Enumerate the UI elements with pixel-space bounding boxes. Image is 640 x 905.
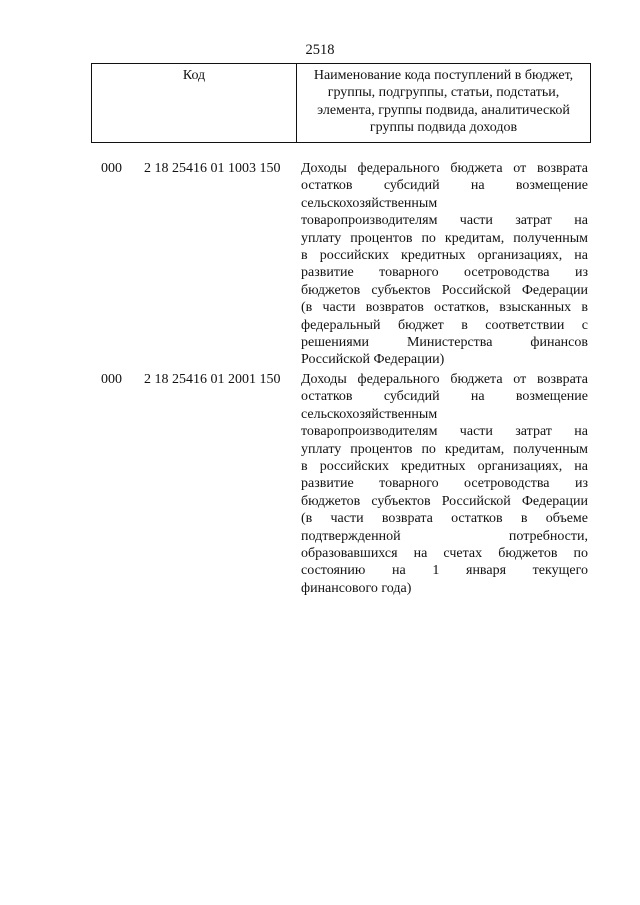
revenue-description bbox=[301, 160, 588, 369]
description-line: в российских кредитных организациях, на bbox=[301, 458, 588, 474]
description-line: остатков субсидий на возмещение bbox=[301, 178, 588, 194]
description-line: товаропроизводителям части затрат на bbox=[301, 213, 588, 229]
description-line: Доходы федерального бюджета от возврата bbox=[301, 371, 588, 387]
page-number: 2518 bbox=[305, 42, 335, 58]
description-line: уплату процентов по кредитам, полученным bbox=[301, 230, 588, 246]
description-line: сельскохозяйственным bbox=[301, 195, 438, 211]
description-line: (в части возвратов остатков, взысканных в bbox=[301, 300, 588, 316]
description-line: Российской Федерации) bbox=[301, 352, 445, 368]
description-line: состоянию на 1 января текущего bbox=[301, 563, 588, 579]
revenue-description bbox=[301, 371, 588, 597]
table-body bbox=[0, 160, 640, 599]
description-line: федеральный бюджет в соответствии с bbox=[301, 317, 588, 333]
description-line: образовавшихся на счетах бюджетов по bbox=[301, 545, 588, 561]
description-line: в российских кредитных организациях, на bbox=[301, 248, 588, 264]
description-line: Доходы федерального бюджета от возврата bbox=[301, 161, 588, 176]
description-line: финансового года) bbox=[301, 580, 412, 596]
description-line: уплату процентов по кредитам, полученным bbox=[301, 441, 588, 457]
description-line: подтвержденной потребности, bbox=[301, 528, 588, 544]
admin-code: 000 bbox=[101, 371, 122, 387]
description-line: решениями Министерства финансов bbox=[301, 335, 588, 351]
description-line: развитие товарного осетроводства из bbox=[301, 265, 588, 281]
admin-code: 000 bbox=[101, 161, 122, 176]
description-line: развитие товарного осетроводства из bbox=[301, 476, 588, 492]
description-line: (в части возврата остатков в объеме bbox=[301, 511, 588, 527]
header-name-label: Наименование кода поступлений в бюджет, группы, подгруппы, статьи, подстатьи, элемента, группы подвида, аналитической группы подвида доходов bbox=[313, 68, 574, 136]
revenue-code: 2 18 25416 01 1003 150 bbox=[144, 161, 281, 176]
table-row bbox=[0, 371, 640, 597]
description-line: товаропроизводителям части затрат на bbox=[301, 424, 588, 440]
description-line: бюджетов субъектов Российской Федерации bbox=[301, 493, 588, 509]
description-line: сельскохозяйственным bbox=[301, 406, 438, 422]
description-line: остатков субсидий на возмещение bbox=[301, 389, 588, 405]
description-line: бюджетов субъектов Российской Федерации bbox=[301, 282, 588, 298]
table-header bbox=[91, 63, 591, 143]
revenue-code: 2 18 25416 01 2001 150 bbox=[144, 371, 281, 387]
table-row bbox=[0, 160, 640, 369]
header-code-label: Код bbox=[92, 64, 297, 142]
